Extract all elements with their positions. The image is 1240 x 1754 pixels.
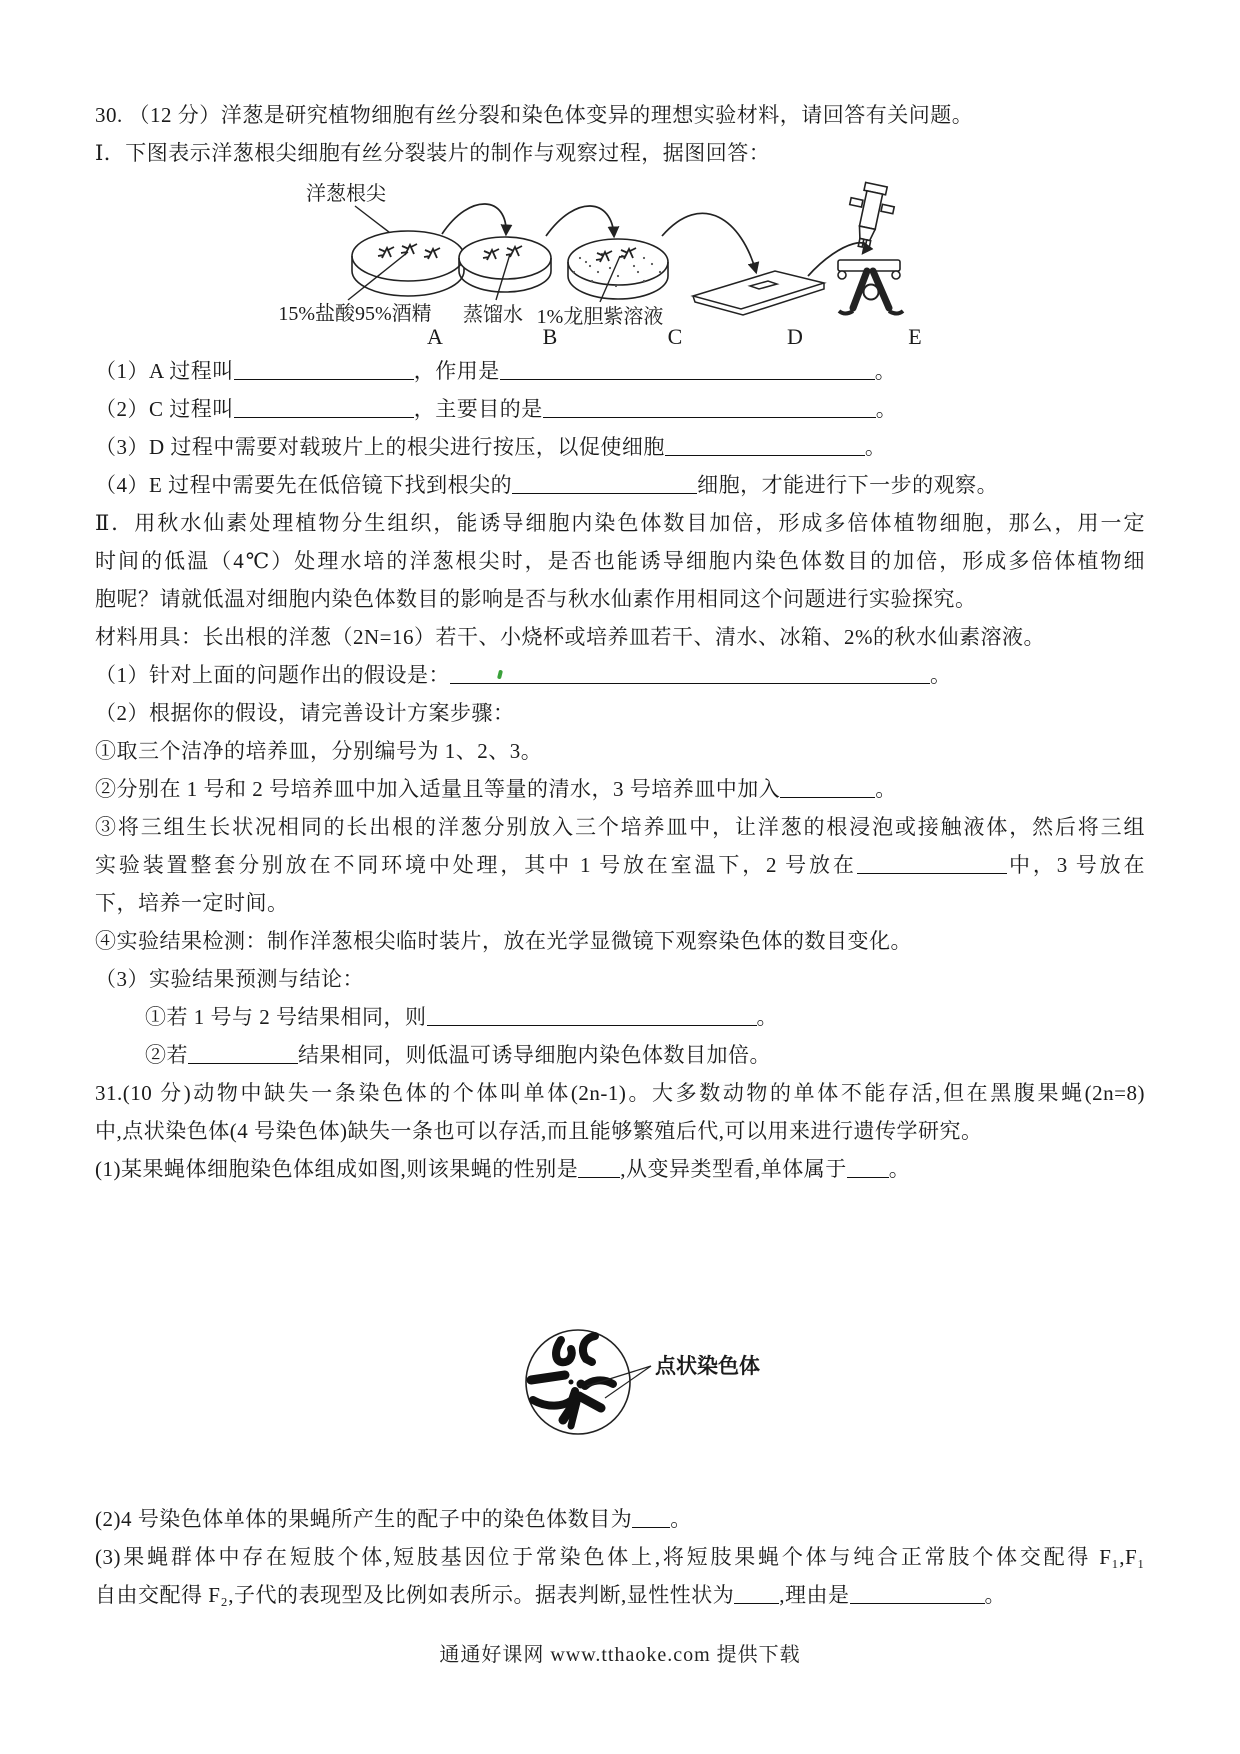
q30-title: 30. （12 分）洋葱是研究植物细胞有丝分裂和染色体变异的理想实验材料，请回答有关问题。 bbox=[95, 103, 974, 127]
q30-sub4-text2: 细胞，才能进行下一步的观察。 bbox=[697, 473, 999, 497]
q30-step2-text1: ②分别在 1 号和 2 号培养皿中加入适量且等量的清水，3 号培养皿中加入 bbox=[95, 777, 781, 801]
dot-chromosome-label: 点状染色体 bbox=[655, 1354, 760, 1378]
q30-part2-line2: 时间的低温（4℃）处理水培的洋葱根尖时，是否也能诱导细胞内染色体数目的加倍，形成多倍体植物细 bbox=[95, 549, 1145, 573]
site-watermark: 通通好课网 www.tthaoke.com 提供下载 bbox=[439, 1644, 801, 1666]
q30-sub2-text3: 。 bbox=[875, 397, 898, 421]
step-letter-d: D bbox=[787, 324, 803, 349]
q30-sub3-text2: 。 bbox=[864, 435, 887, 459]
q30-sub1-text1: （1）A 过程叫 bbox=[95, 359, 234, 383]
q30-materials: 材料用具：长出根的洋葱（2N=16）若干、小烧杯或培养皿若干、清水、冰箱、2%的秋水仙素溶液。 bbox=[95, 625, 1045, 649]
q30-step2 bbox=[95, 778, 1145, 800]
q30-step3-text2: 中，3 号放在 bbox=[1006, 853, 1145, 877]
answer-blank bbox=[847, 1159, 889, 1178]
q30-step3-line3: 下，培养一定时间。 bbox=[95, 891, 289, 915]
onion-root-tip-label: 洋葱根尖 bbox=[306, 183, 386, 205]
dot-chromosome-2 bbox=[569, 1380, 574, 1385]
answer-blank bbox=[780, 779, 875, 798]
stray-green-mark bbox=[497, 670, 503, 680]
dish-c bbox=[568, 239, 668, 299]
q31-sub3-text3: 。 bbox=[984, 1583, 1006, 1607]
q30-part2-line1: Ⅱ．用秋水仙素处理植物分生组织，能诱导细胞内染色体数目加倍，形成多倍体植物细胞，那么，用一定 bbox=[95, 511, 1145, 535]
q31-sub1-text1: (1)某果蝇体细胞染色体组成如图,则该果蝇的性别是 bbox=[95, 1157, 579, 1181]
q30-hypothesis bbox=[95, 664, 1145, 686]
q30-design-intro: （2）根据你的假设，请完善设计方案步骤： bbox=[95, 701, 515, 725]
microscope bbox=[838, 180, 903, 313]
q31-sub2-text1: (2)4 号染色体单体的果蝇所产生的配子中的染色体数目为 bbox=[95, 1507, 633, 1531]
q30-sub3-text1: （3）D 过程中需要对载玻片上的根尖进行按压，以促使细胞 bbox=[95, 435, 665, 459]
dish-c-solution-label: 1%龙胆紫溶液 bbox=[536, 306, 664, 328]
q30-step3-line2 bbox=[95, 854, 1145, 876]
q30-sub2-text2: ，主要目的是 bbox=[413, 397, 543, 421]
answer-blank bbox=[234, 361, 414, 380]
step-letter-b: B bbox=[542, 324, 558, 349]
q30-predict1-text2: 。 bbox=[756, 1005, 778, 1029]
q31-sub2-text2: 。 bbox=[670, 1507, 692, 1531]
step-letter-a: A bbox=[427, 324, 443, 349]
dish-b-solution-label: 蒸馏水 bbox=[463, 304, 523, 326]
q30-sub1-text2: ，作用是 bbox=[413, 359, 500, 383]
answer-blank bbox=[450, 665, 930, 684]
q30-step3-line1: ③将三组生长状况相同的长出根的洋葱分别放入三个培养皿中，让洋葱的根浸泡或接触液体，然后将三组 bbox=[95, 815, 1145, 839]
step-letter-c: C bbox=[667, 324, 683, 349]
q30-predict2-text2: 结果相同，则低温可诱导细胞内染色体数目加倍。 bbox=[298, 1043, 771, 1067]
q31-sub1-text3: 。 bbox=[888, 1157, 911, 1181]
q30-predict1-text1: ①若 1 号与 2 号结果相同，则 bbox=[145, 1005, 427, 1029]
q30-sub2-text1: （2）C 过程叫 bbox=[95, 397, 234, 421]
answer-blank bbox=[578, 1159, 620, 1178]
q30-step4: ④实验结果检测：制作洋葱根尖临时装片，放在光学显微镜下观察染色体的数目变化。 bbox=[95, 929, 912, 953]
answer-blank bbox=[234, 399, 414, 418]
q30-step1: ①取三个洁净的培养皿，分别编号为 1、2、3。 bbox=[95, 739, 543, 763]
fly-chromosome-figure bbox=[483, 1320, 843, 1460]
q30-predict2 bbox=[95, 1044, 1145, 1066]
answer-blank bbox=[427, 1007, 757, 1026]
answer-blank bbox=[734, 1585, 779, 1604]
q30-predict1 bbox=[95, 1006, 1145, 1028]
dot-chromosome bbox=[577, 1380, 586, 1389]
answer-blank bbox=[857, 855, 1007, 874]
exam-content bbox=[95, 104, 1145, 1622]
step-letter-e: E bbox=[908, 324, 922, 349]
q31-sub3-line1: (3)果蝇群体中存在短肢个体,短肢基因位于常染色体上,将短肢果蝇个体与纯合正常肢个体交配得 F₁,F₁ bbox=[95, 1545, 1145, 1569]
q30-part1-intro: Ⅰ．下图表示洋葱根尖细胞有丝分裂装片的制作与观察过程，据图回答： bbox=[95, 141, 771, 165]
answer-blank bbox=[632, 1509, 670, 1528]
q30-sub2 bbox=[95, 398, 1145, 420]
dish-b bbox=[459, 237, 551, 292]
q31-sub3-text2: ,理由是 bbox=[779, 1583, 850, 1607]
answer-blank bbox=[850, 1585, 985, 1604]
q30-hypothesis-text: （1）针对上面的问题作出的假设是： bbox=[95, 663, 450, 687]
q30-hypothesis-period: 。 bbox=[930, 663, 952, 687]
q30-predict-intro: （3）实验结果预测与结论： bbox=[95, 967, 364, 991]
q30-step2-text2: 。 bbox=[875, 777, 897, 801]
q30-step3-text1: 实验装置整套分别放在不同环境中处理，其中 1 号放在室温下，2 号放在 bbox=[95, 853, 857, 877]
q30-sub3 bbox=[95, 436, 1145, 458]
mitosis-procedure-diagram bbox=[250, 180, 1010, 350]
q30-sub4 bbox=[95, 474, 1145, 496]
q31-sub1-text2: ,从变异类型看,单体属于 bbox=[620, 1157, 847, 1181]
answer-blank bbox=[188, 1045, 298, 1064]
q30-sub1 bbox=[95, 360, 1145, 382]
q31-sub1 bbox=[95, 1158, 1145, 1180]
answer-blank bbox=[543, 399, 876, 418]
q30-part2-line3: 胞呢？请就低温对细胞内染色体数目的影响是否与秋水仙素作用相同这个问题进行实验探究。 bbox=[95, 587, 977, 611]
q30-sub4-text1: （4）E 过程中需要先在低倍镜下找到根尖的 bbox=[95, 473, 513, 497]
q31-sub3-text1: 自由交配得 F₂,子代的表现型及比例如表所示。据表判断,显性性状为 bbox=[95, 1583, 735, 1607]
dish-a-solution-label: 15%盐酸95%酒精 bbox=[278, 303, 432, 325]
q31-intro-line2: 中,点状染色体(4 号染色体)缺失一条也可以存活,而且能够繁殖后代,可以用来进行遗传学研究。 bbox=[95, 1119, 983, 1143]
answer-blank bbox=[500, 361, 875, 380]
dish-a bbox=[352, 231, 464, 296]
q31-intro-line1: 31.(10 分)动物中缺失一条染色体的个体叫单体(2n-1)。大多数动物的单体不能存活,但在黑腹果蝇(2n=8) bbox=[95, 1081, 1145, 1105]
q31-sub2 bbox=[95, 1508, 1145, 1530]
q31-sub3-line2 bbox=[95, 1584, 1145, 1606]
answer-blank bbox=[665, 437, 865, 456]
q30-predict2-text1: ②若 bbox=[145, 1043, 188, 1067]
glass-slide bbox=[693, 271, 824, 315]
answer-blank bbox=[512, 475, 697, 494]
q30-sub1-text3: 。 bbox=[874, 359, 897, 383]
